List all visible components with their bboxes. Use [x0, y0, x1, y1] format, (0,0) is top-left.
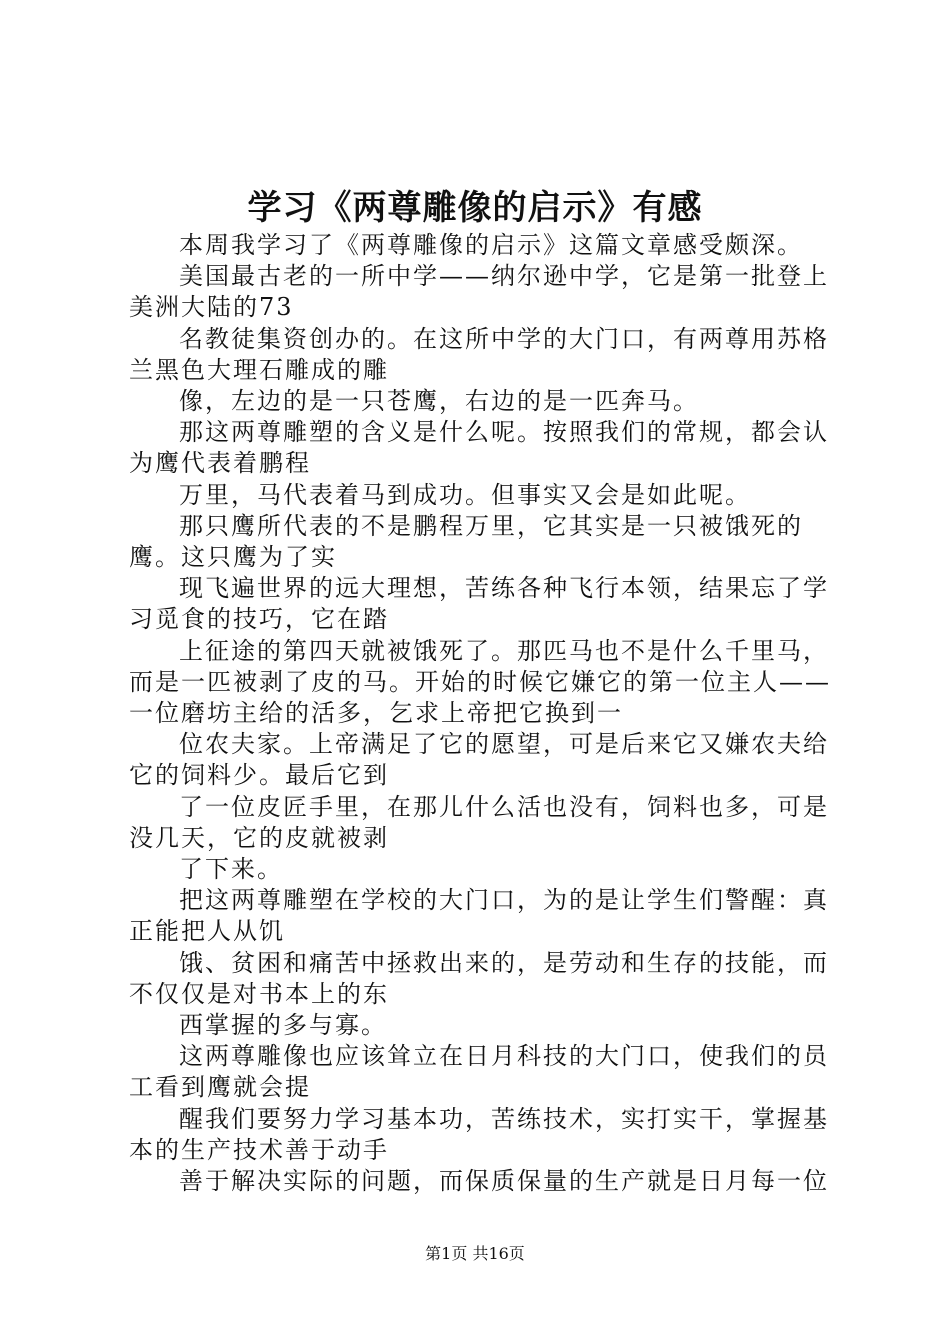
paragraph: 饿、贫困和痛苦中拯救出来的，是劳动和生存的技能，而不仅仅是对书本上的东	[129, 948, 829, 1008]
document-title: 学习《两尊雕像的启示》有感	[247, 188, 703, 228]
page-number-footer: 第1页 共16页	[425, 1244, 525, 1263]
paragraph: 那这两尊雕塑的含义是什么呢。按照我们的常规，都会认为鹰代表着鹏程	[129, 418, 829, 478]
paragraph: 本周我学习了《两尊雕像的启示》这篇文章感受颇深。	[179, 231, 803, 259]
paragraph: 上征途的第四天就被饿死了。那匹马也不是什么千里马，而是一匹被剥了皮的马。开始的时候它嫌它的第一位主人——一位磨坊主给的活多，乞求上帝把它换到一	[129, 636, 831, 728]
paragraph: 位农夫家。上帝满足了它的愿望，可是后来它又嫌农夫给它的饲料少。最后它到	[129, 730, 829, 790]
paragraph: 这两尊雕像也应该耸立在日月科技的大门口，使我们的员工看到鹰就会提	[129, 1042, 829, 1102]
paragraph: 万里，马代表着马到成功。但事实又会是如此呢。	[179, 480, 751, 509]
paragraph: 西掌握的多与寡。	[179, 1011, 387, 1040]
paragraph: 醒我们要努力学习基本功，苦练技术，实打实干，掌握基本的生产技术善于动手	[129, 1104, 829, 1164]
paragraph: 名教徒集资创办的。在这所中学的大门口，有两尊用苏格兰黑色大理石雕成的雕	[129, 324, 829, 384]
paragraph: 像，左边的是一只苍鹰，右边的是一匹奔马。	[179, 387, 699, 416]
paragraph: 美国最古老的一所中学——纳尔逊中学，它是第一批登上美洲大陆的73	[129, 262, 829, 322]
paragraph: 那只鹰所代表的不是鹏程万里，它其实是一只被饿死的鹰。这只鹰为了实	[129, 511, 803, 572]
paragraph: 了下来。	[179, 855, 283, 884]
document-body	[129, 230, 841, 1197]
paragraph: 现飞遍世界的远大理想，苦练各种飞行本领，结果忘了学习觅食的技巧，它在踏	[129, 574, 829, 634]
paragraph: 了一位皮匠手里，在那儿什么活也没有，饲料也多，可是没几天，它的皮就被剥	[129, 792, 829, 852]
paragraph: 善于解决实际的问题，而保质保量的生产就是日月每一位	[179, 1167, 829, 1196]
paragraph: 把这两尊雕塑在学校的大门口，为的是让学生们警醒：真正能把人从饥	[129, 886, 829, 946]
